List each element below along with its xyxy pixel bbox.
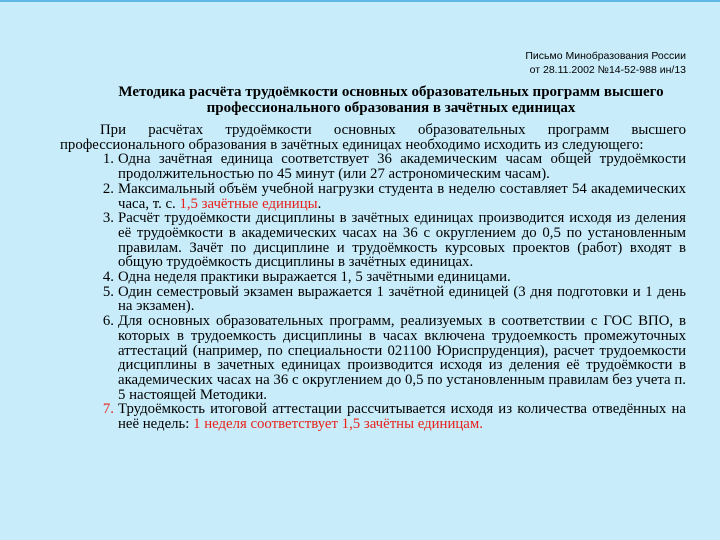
list-item	[60, 182, 686, 211]
item-text	[118, 152, 686, 181]
intro-paragraph: При расчётах трудоёмкости основных образовательных программ высшего профессионального образования в зачётных единицах необходимо исходить из следующего:	[60, 122, 686, 153]
item-text	[118, 285, 686, 314]
reference-line-1: Письмо Минобразования России	[525, 50, 686, 62]
letter-reference	[525, 49, 686, 77]
item-text	[118, 314, 686, 402]
list-item	[60, 402, 686, 431]
item-text-main: Расчёт трудоёмкости дисциплины в зачётных единицах производится исходя из деления её трудоёмкости в академических часах на 36 с округлением до 0,5 по установленным правилам. Зачёт по дисциплине и трудоёмкость курсовых проектов (работ) входят в общую трудоёмкость дисциплины в зачётных единицах.	[118, 210, 686, 271]
list-item	[60, 314, 686, 402]
list-item	[60, 285, 686, 314]
item-text-main: Трудоёмкость итоговой аттестации рассчитывается исходя из количества отведённых на неё недель:	[118, 401, 686, 433]
item-number: 7.	[102, 401, 114, 418]
item-text	[118, 270, 686, 285]
item-text	[118, 402, 686, 431]
item-text-main: Для основных образовательных программ, реализуемых в соответствии с ГОС ВПО, в которых в трудоемкость дисциплины в часах включена трудоемкость промежуточных аттестаций (например, по специальности 021100 Юриспруденция), расчет трудоемкости дисциплины в зачетных единицах производится исходя из деления её трудоёмкости в академических часах на 36 с округлением до 0,5 по установленным правилам без учета п. 5 настоящей Методики.	[118, 313, 686, 403]
document-body	[60, 123, 686, 432]
item-text-main: Один семестровый экзамен выражается 1 зачётной единицей (3 дня подготовки и 1 день на экзамен).	[118, 283, 686, 315]
item-number: 6.	[102, 313, 114, 330]
item-number: 2.	[102, 180, 114, 197]
item-highlight: 1 неделя соответствует 1,5 зачётны единицам.	[193, 416, 483, 433]
reference-line-2: от 28.11.2002 №14-52-988 ин/13	[529, 64, 686, 76]
item-number: 3.	[102, 210, 114, 227]
page-title: Методика расчёта трудоёмкости основных образовательных программ высшего профессионального образования в зачётных единицах	[118, 84, 664, 116]
item-text	[118, 211, 686, 270]
item-text-main: Одна неделя практики выражается 1, 5 зачётными единицами.	[118, 269, 511, 286]
item-text-tail: .	[317, 195, 322, 212]
item-text-main: Максимальный объём учебной нагрузки студента в неделю составляет 54 академических часа, т. с.	[118, 180, 686, 212]
item-text	[118, 182, 686, 211]
rules-list	[60, 152, 686, 431]
item-number: 1.	[102, 151, 114, 168]
item-text-main: Одна зачётная единица соответствует 36 академическим часам общей трудоёмкости продолжительностью по 45 минут (или 27 астрономическим часам).	[118, 151, 686, 183]
list-item	[60, 270, 686, 285]
item-number: 4.	[102, 269, 114, 286]
item-number: 5.	[102, 283, 114, 300]
list-item	[60, 152, 686, 181]
item-highlight: 1,5 зачётные единицы	[179, 195, 318, 212]
list-item	[60, 211, 686, 270]
